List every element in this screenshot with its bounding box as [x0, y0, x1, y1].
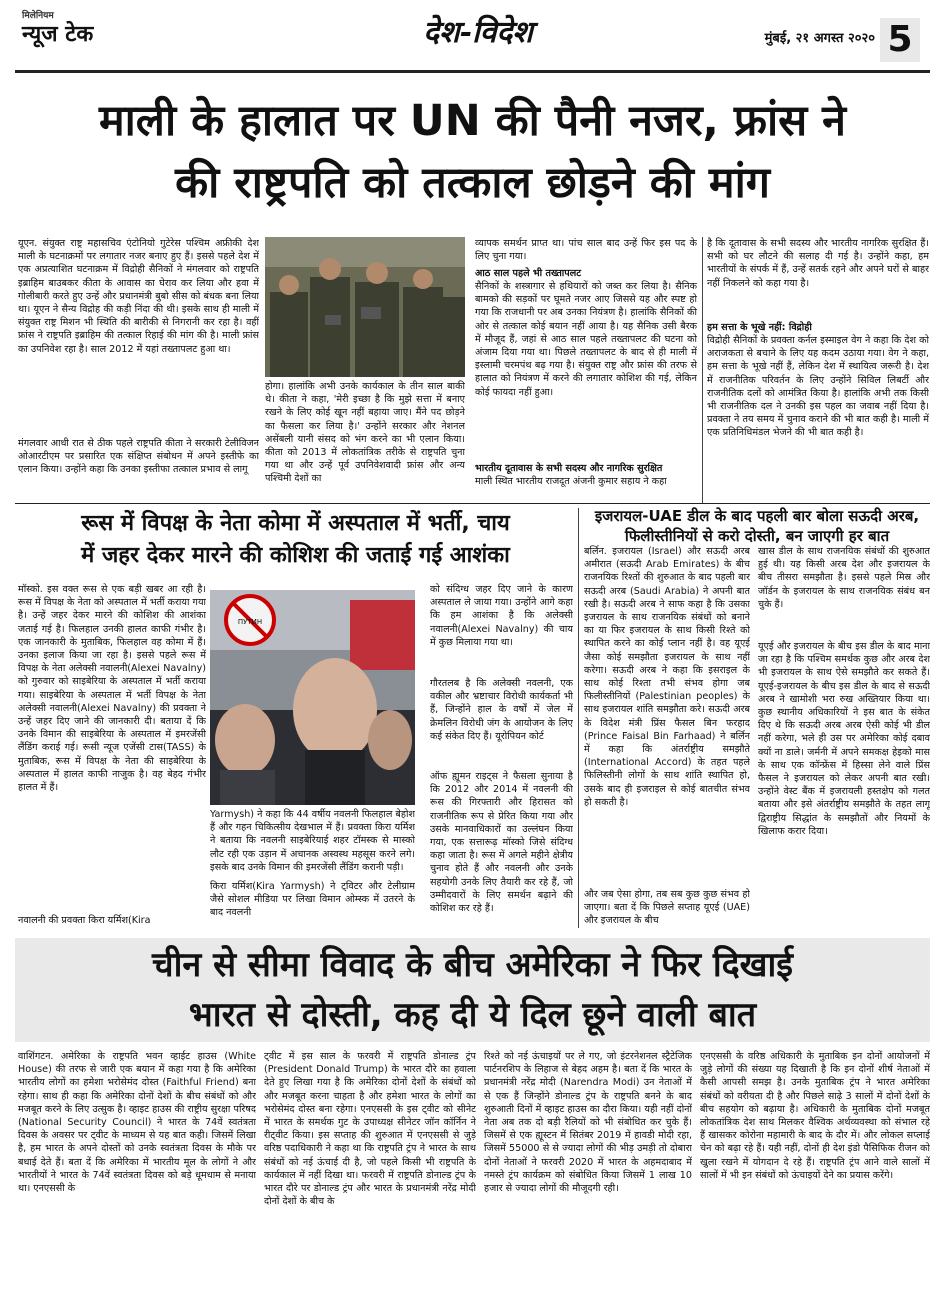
article2-col3-top: को संदिग्ध जहर दिए जाने के कारण अस्पताल ले जाया गया। उन्होंने आगे कहा कि हम आशंका है कि अलेक्सी नवालनी(Alexei Navalny) की चाय में कुछ मिलाया गया था।: [430, 584, 573, 648]
article1-headline-line2: की राष्ट्रपति को तत्काल छोड़ने की मांग: [175, 158, 770, 208]
article2-col1-tail: नवालनी की प्रवक्ता किरा यर्मिश(Kira: [18, 915, 151, 926]
article2-col3-mid: गौरतलब है कि अलेक्सी नवलनी, एक वकील और भ्रष्टाचार विरोधी कार्यकर्ता भी हैं, जिन्होंने हाल के वर्षों में जेल में क्रेमलिन विरोधी जंग के आयोजन के लिए कई संकेत दिए हैं। यूरोपियन कोर्ट: [430, 678, 573, 742]
article4-headline-line2: भारत से दोस्ती, कह दी ये दिल छूने वाली बात: [188, 995, 757, 1035]
article1-subhead-2: भारतीय दूतावास के सभी सदस्य और नागरिक सुरक्षित: [475, 463, 663, 474]
article2-headline-line2: में जहर देकर मारने की कोशिश की जताई गई आशंका: [81, 543, 510, 568]
article1-col4-body2: विद्रोही सैनिकों के प्रवक्ता कर्नल इस्माइल वेग ने कहा कि देश को अराजकता से बचाने के लिए यह कदम उठाया गया। वेग ने कहा, हम सत्ता के भूखे नहीं हैं, लेकिन देश में स्थायित्व जरूरी है। देश में राजनीतिक परिवर्तन के लिए उन्होंने सिविल लिबर्टी और राजनीतिक दलों को आमंत्रित किया है। हालांकि अभी तक किसी भी राजनीतिक दल ने उनकी इस पहल का जवाब नहीं दिया है। प्रवक्ता ने तय समय में चुनाव कराने की भी बात कही है। माली में एक प्रतिनिधिमंडल भेजने की भी बात कही है।: [707, 335, 929, 439]
article3-col2: खास डील के साथ राजनयिक संबंधों की शुरुआत हुई थी। यह किसी अरब देश और इजरायल के बीच तीसरा समझौता है। इससे पहले मिस्र और जॉर्डन के इजरायल के साथ राजनयिक संबंध बन चुके हैं।: [758, 546, 930, 610]
article1-col2: होगा। हालांकि अभी उनके कार्यकाल के तीन साल बाकी थे। कीता ने कहा, 'मेरी इच्छा है कि मुझे सत्ता में बनाए रखने के लिए कोई खून नहीं बहाया जाए। मैंने पद छोड़ने का फैसला कर लिया है।' उन्होंने सरकार और नेशनल असेंबली यानी संसद को भंग करने का भी एलान किया। कीता को 2013 में लोकतांत्रिक तरीके से राष्ट्रपति चुना गया था और उन्हें पूर्व उपनिवेशवादी फ्रांस और अन्य पश्चिमी देशों का: [265, 381, 465, 485]
issue-date: मुंबई, २१ अगस्त २०२०: [764, 31, 875, 46]
article1-headline-line1: माली के हालात पर UN की पैनी नजर, फ्रांस ने: [98, 96, 847, 146]
article3-headline: [584, 506, 930, 546]
section-title: देश-विदेश: [423, 15, 533, 50]
article1-col1-top: यूएन. संयुक्त राष्ट्र महासचिव एंटोनियो गुटेरेस पश्चिम अफ्रीकी देश माली के घटनाक्रमों पर लगातार नजर बनाए हुए हैं। इससे पहले देश में एक अप्रत्याशित घटनाक्रम में विद्रोही सैनिकों ने मंगलवार को राष्ट्रपति इब्राहिम बाउबकर कीता के आवास का घेराव कर लिया और हवा में गोलीबारी करते हुए उन्हें और प्रधानमंत्री बुबो सीस को बंधक बना लिया था। यूएन ने सैन्य विद्रोह की कड़ी निंदा की थी। इसके साथ ही माली में संयुक्त राष्ट्र मिशन भी स्थिति की बारीकी से निगरानी कर रहा है। वहीं फ्रांस ने राष्ट्रपति इब्राहिम की तत्काल रिहाई की मांग की है। माली फ्रांस का उपनिवेश रहा है। साल 2012 में यहां तख्तापलट हुआ था।: [18, 238, 259, 355]
article2-col2: Yarmysh) ने कहा कि 44 वर्षीय नवलनी फिलहाल बेहोश हैं और गहन चिकित्सीय देखभाल में हैं। प्रवक्ता किरा यर्मिश ने बताया कि नवलनी साइबेरियाई शहर टॉमस्क से मास्को लौट रही एक उड़ान में अचानक अस्वस्थ महसूस करने लगे। इसके बाद उनके विमान की इमरजेंसी लैंडिंग करानी पड़ी।: [210, 809, 415, 873]
navalny-photo: [210, 590, 415, 805]
article4-col2: ट्वीट में इस साल के फरवरी में राष्ट्रपति डोनाल्ड ट्रंप (President Donald Trump) के भारत दौरे का हवाला देते हुए लिखा गया है कि अमेरिका दोनों देशों के संबंधों को और मजबूत करना चाहता है और हमेशा भारत के लोगों का भरोसेमंद दोस्त बना रहेगा। एनएससी के इस ट्वीट को सीनेट में भारत के समर्थक गुट के उपाध्यक्ष सीनेटर जॉन कॉर्निन ने रीट्वीट किया। इस सप्ताह की शुरुआत में एनएससी से जुड़े वरिष्ठ पदाधिकारी ने कहा था कि राष्ट्रपति ट्रंप ने भारत के साथ संबंधों को नई ऊंचाई दी है, जो पहले किसी भी राष्ट्रपति के कार्यकाल में नहीं दिखा था। फरवरी में राष्ट्रपति डोनाल्ड ट्रंप के भारत दौरे पर डोनाल्ड ट्रंप और भारत के प्रधानमंत्री नरेंद्र मोदी दोनों देशों के बीच के: [264, 1051, 476, 1208]
article3-col2-b: यूएई और इजरायल के बीच इस डील के बाद माना जा रहा है कि पश्चिम समर्थक कुछ और अरब देश भी इजरायल के साथ ऐसे समझौते कर सकते हैं। यूएई-इजरायल के बीच इस डील के बाद से सऊदी अरब ने खामोशी भरा रुख अख्तियार किया था। कुछ स्थानीय अधिकारियों ने इस बात के संकेत दिए थे कि सऊदी अरब अरब ऐसी कोई भी डील नहीं करेगा, भले ही उस पर अमेरिका कोई दबाव क्यों ना डाले। जर्मनी में अपने समकक्ष हेइको मास के साथ एक कॉन्फ्रेंस में हिस्सा लेने वाले प्रिंस फैसल ने इजरायल को लेकर अपनी बात रखी। उन्होंने वेस्ट बैंक में इजरायली हस्तक्षेप को गलत बताया और इसे अंतर्राष्ट्रीय समझौते के तहत लागू द्विराष्ट्रीय सिद्धांत के समझौतों और नियमों के खिलाफ करार दिया।: [758, 641, 930, 837]
article4-headline-line1: चीन से सीमा विवाद के बीच अमेरिका ने फिर दिखाई: [151, 945, 793, 985]
page-number: 5: [880, 18, 920, 62]
article1-subhead-3: हम सत्ता के भूखे नहीं: विद्रोही: [707, 322, 812, 333]
article2-headline: [18, 508, 573, 572]
article1-headline: [15, 90, 930, 214]
article1-col1-bottom: मंगलवार आधी रात से ठीक पहले राष्ट्रपति कीता ने सरकारी टेलीविजन ओआरटीएम पर प्रसारित एक संक्षिप्त संबोधन में अपने इस्तीफे का एलान किया। उन्होंने कहा कि उनका इस्तीफा तत्काल प्रभाव से लागू: [18, 438, 259, 476]
masthead: [0, 0, 945, 78]
article3-col1-tail: और जब ऐसा होगा, तब सब कुछ कुछ संभव हो जाएगा। बता दें कि पिछले सप्ताह यूएई (UAE) और इजरायल के बीच: [584, 889, 750, 927]
article2-col1: मॉस्को. इस वक्त रूस से एक बड़ी खबर आ रही है। रूस में विपक्ष के नेता को अस्पताल में भर्ती कराया गया है। उन्हें जहर देकर मारने की कोशिश की आशंका जताई गई है। फिलहाल उनकी हालत काफी गंभीर है। एक जानकारी के मुताबिक, फिलहाल वह कोमा में हैं। उनका इलाज किया जा रहा है। इससे पहले रूस में विपक्ष के नेता अलेक्सी नवालनी(Alexei Navalny) को गुरुवार को साइबेरिया के अस्पताल में भर्ती कराया गया। साइबेरिया के अस्पताल में भर्ती विपक्ष के नेता अलेक्सी नवालनी(Alexei Navalny) की प्रवक्ता ने उन्हें जहर दिए जाने की जानकारी दी। बताया दें कि उनके विमान की साइबेरिया के अस्पताल में इमरजेंसी लैंडिंग कराई गई। रूसी न्यूज एजेंसी टास(TASS) के मुताबिक, रूस में विपक्ष के नेता की साइबेरिया के अस्पताल में हालत काफी नाजुक है। वह बेहद गंभीर हालत में हैं।: [18, 584, 206, 794]
article1-col3-intro: व्यापक समर्थन प्राप्त था। पांच साल बाद उन्हें फिर इस पद के लिए चुना गया।: [475, 238, 697, 263]
article4-col1: वाशिंगटन. अमेरिका के राष्ट्रपति भवन व्हाईट हाउस (White House) की तरफ से जारी एक बयान में कहा गया है कि अमेरिका भारतीय लोगों का हमेशा भरोसेमंद दोस्त (Faithful Friend) बना रहेगा। साथ ही कहा कि अमेरिका दोनों देशों के बीच संबंधों को और मजबूत करने के लिए उत्सुक है। व्हाइट हाउस की राष्ट्रीय सुरक्षा परिषद (National Security Council) ने भारत के 74वें स्वतंत्रता दिवस के अवसर पर ट्वीट के माध्यम से यह बात कही। जिसमें लिखा है, हम भारत के अपने दोस्तों को उनके स्वतंत्रता दिवस के मौके पर बधाई देते हैं। बता दें कि अमेरिका में भारतीय मूल के लोगों ने और भारतीयों ने भारत के 74वें स्वतंत्रता दिवस को बड़े धूमधाम से मनाया था। एनएससी के: [18, 1051, 256, 1195]
article-divider: [578, 508, 579, 928]
brand-logo: न्यूज टेक: [22, 22, 94, 47]
article3-col1: बर्लिन. इजरायल (Israel) और सऊदी अरब अमीरात (सऊदी Arab Emirates) के बीच राजनयिक रिश्तों की शुरुआत के बाद पहली बार सऊदी अरब (Saudi Arabia) ने अपनी बात रखी है। सऊदी अरब ने साफ कहा है कि उसका इजरायल के साथ राजनयिक संबंधों को बनाने का या फिर इजरायल के साथ किसी रिश्ते को स्थापित करने का कोई प्लान नहीं है। वह यूएई जैसा कोई समझौता इजरायल के साथ नहीं करेगा। सऊदी अरब ने कहा कि इसराइल के साथ कोई रिश्ता तभी संभव होगा जब फिलीस्तीनियों (Palestinian peoples) के साथ इजरायल शांति समझौता करे। सऊदी अरब के विदेश मंत्री प्रिंस फैसल बिन फरहाद (Prince Faisal Bin Farhaad) ने बर्लिन में कहा कि अंतर्राष्ट्रीय समझौते (International Accord) के तहत पहले फिलिस्तीनी लोगों के साथ शांति स्थापित हो, उसके बाद ही इजराइल से कोई बातचीत संभव हो सकती है।: [584, 546, 750, 808]
masthead-rule: [15, 70, 930, 73]
article4-col4: एनएससी के वरिष्ठ अधिकारी के मुताबिक इन दोनों आयोजनों में जुड़े लोगों की संख्या यह दिखाती है कि इन दोनों शीर्ष नेताओं में कैसी आपसी समझ है। उनके मुताबिक ट्रंप ने भारत अमेरिका संबंधों को वरीयता दी है और पिछले साढ़े 3 सालों में दोनों देशों के बीच सहयोग को बढ़ाया है। अधिकारी के मुताबिक दोनों मजबूत लोकतांत्रिक देश साथ मिलकर वैश्विक अर्थव्यवस्था को संभाल रहे हैं खासकर कोरोना महामारी के बाद के दौर में। और लोकल सप्लाई चेन को बढ़ा रहे हैं। यही नहीं, दोनों ही देश इंडो पैसिफिक रीजन को खुला रखने में योगदान दे रहे हैं। राष्ट्रपति ट्रंप आने वाले सालों में सालों में भी इन संबंधों को ऊंचाइयों देने का प्रयास करेंगे।: [700, 1051, 930, 1181]
protest-sign-text: ПУТИН: [237, 618, 263, 626]
mali-soldiers-photo: [265, 237, 465, 377]
article1-col3-body2: माली स्थित भारतीय राजदूत अंजनी कुमार सहाय ने कहा: [475, 476, 667, 487]
article1-bottom-rule: [15, 503, 930, 504]
article3-headline-line2: फिलीस्तीनियों से करो दोस्ती, बन जाएगी हर बात: [624, 527, 890, 545]
article1-subhead-1: आठ साल पहले भी तख्तापलट: [475, 268, 582, 279]
brand-small: मिलेनियम: [22, 11, 54, 21]
article1-col3-body1: सैनिकों के शस्त्रागार से हथियारों को जब्त कर लिया है। सैनिक बामको की सड़कों पर घूमते नजर आए जिससे यह और स्पष्ट हो गया कि राजधानी पर अब उनका नियंत्रण है। हालांकि सैनिकों की ओर से तत्काल कोई बयान नहीं आया है। यह सैनिक उसी बैरक में मौजूद हैं, जहां से आठ साल पहले तख्तापलट की घटना को अंजाम दिया गया था। पिछले तख्तापलट के बाद से ही माली में इस्लामी चरमपंथ बढ़ गया है। संयुक्त राष्ट्र और फ्रांस की तरफ से हालात को नियंत्रण में करने की लगातार कोशिश की गई, लेकिन कोई फायदा नहीं हुआ।: [475, 281, 697, 398]
article4-col3: रिश्ते को नई ऊंचाइयों पर ले गए, जो इंटरनेशनल स्ट्रैटेजिक पार्टनरशिप के लिहाज से बेहद अहम है। बता दें कि भारत के प्रधानमंत्री नरेंद्र मोदी (Narendra Modi) उन नेताओं में से एक हैं जिन्होंने डोनाल्ड ट्रंप के राष्ट्रपति बनने के बाद शुरुआती दिनों में व्हाइट हाउस का दौरा किया। यही नहीं दोनों नेता अब तक दो बड़ी रैलियों को भी संबोधित कर चुके हैं। जिसमें से एक ह्यूस्टन में सितंबर 2019 में हावडी मोदी रहा, जिसमें 55000 से से ज्यादा लोगों की भीड़ उमड़ी तो दोबारा दोनों नेताओं ने फरवरी 2020 में भारत के अहमदाबाद में नमस्ते ट्रंप कार्यक्रम को संबोधित किया जिसमें 1 लाख 10 हजार से ज्यादा लोगों की मौजूदगी रही।: [484, 1051, 692, 1195]
article2-col2-bottom: किरा यर्मिश(Kira Yarmysh) ने ट्विटर और टेलीग्राम जैसे सोशल मीडिया पर लिखा विमान ओम्स्क में उतरने के बाद नवलनी: [210, 881, 415, 919]
column-divider: [702, 237, 703, 503]
article3-headline-line1: इजरायल-UAE डील के बाद पहली बार बोला सऊदी अरब,: [594, 507, 920, 525]
article1-col4-body1: है कि दूतावास के सभी सदस्य और भारतीय नागरिक सुरक्षित हैं। सभी को घर लौटने की सलाह दी गई है। उन्होंने कहा, हम भारतीयों के संपर्क में हैं, उन्हें सतर्क रहने और अपने घरों से बाहर नहीं निकलने को कहा गया है।: [707, 238, 929, 289]
article4-headline: [15, 940, 930, 1040]
article2-col3-bottom: ऑफ ह्यूमन राइट्स ने फैसला सुनाया है कि 2012 और 2014 में नवलनी की रूस की गिरफ्तारी और हिरासत को राजनीतिक रूप से प्रेरित किया गया और उसके मानवाधिकारों का उल्लंघन किया गया, एक सत्तारूढ़ मॉस्को जिसे संदिग्ध कहा जाता है। रूस में अगले महीने क्षेत्रीय चुनाव होते हैं और नवलनी और उनके सहयोगी उनके लिए तैयारी कर रहे हैं, जो उम्मीदवारों के लिए समर्थन बढ़ाने की कोशिश कर रहे हैं।: [430, 771, 573, 915]
article2-headline-line1: रूस में विपक्ष के नेता कोमा में अस्पताल में भर्ती, चाय: [81, 511, 510, 536]
